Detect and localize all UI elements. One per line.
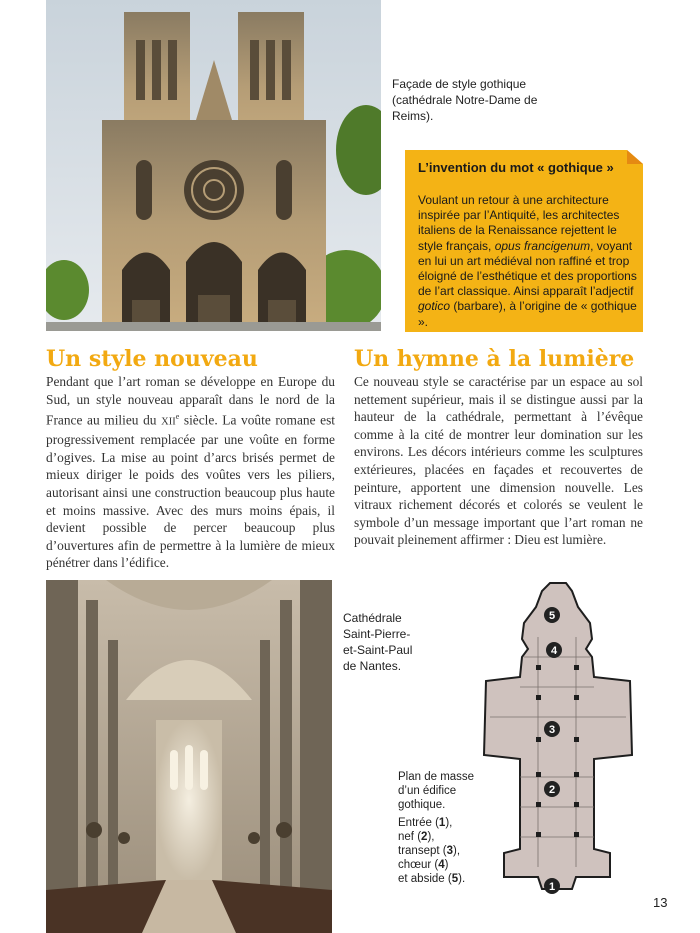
svg-text:5: 5 (548, 610, 556, 622)
invention-box-title: L’invention du mot « gothique » (418, 160, 614, 175)
plan-legend (398, 816, 488, 886)
plan-marker-5 (544, 607, 560, 623)
nantes-caption: Cathédrale Saint-Pierre-et-Saint-Paul de Nantes. (343, 611, 413, 673)
legend-item-choeur: chœur (4) (398, 859, 449, 871)
legend-item-nef: nef (2), (398, 831, 435, 843)
nantes-interior-photo (46, 580, 332, 933)
reims-facade-photo (46, 0, 381, 331)
heading-hymne-lumiere: Un hymne à la lumière (354, 346, 635, 372)
page-number: 13 (653, 895, 668, 910)
gothic-floor-plan (480, 577, 635, 900)
plan-marker-1 (544, 878, 560, 894)
style-nouveau-text: Pendant que l’art roman se développe en Europe du Sud, un style nouveau apparaît dans le nord de la France au milieu du XIIe siècle. La voûte romane est progressivement remplacée par une voûte en forme d’ogives. La mise au point d’arcs brisés permet de mieux diriger le poids des voûtes vers les piliers, autorisant ainsi une construction beaucoup plus haute et moins massive. Avec des murs moins épais, il devient possible de percer beaucoup plus d’ouvertures afin de permettre à la lumière de mieux pénétrer dans l’édifice. (46, 374, 336, 571)
legend-item-transept: transept (3), (398, 845, 461, 857)
plan-marker-3 (544, 721, 560, 737)
svg-text:4: 4 (550, 645, 558, 657)
svg-text:1: 1 (548, 881, 556, 893)
heading-style-nouveau: Un style nouveau (46, 346, 258, 372)
plan-marker-4 (546, 642, 562, 658)
svg-text:3: 3 (548, 724, 556, 736)
plan-marker-2 (544, 781, 560, 797)
reims-caption: Façade de style gothique (cathédrale Notre-Dame de Reims). (392, 77, 538, 123)
hymne-lumiere-text: Ce nouveau style se caractérise par un espace au sol nettement supérieur, mais il se distingue aussi par la hauteur de la cathédrale, permettant à l’évêque comme à la cité de montrer leur domination sur les environs. Les décors intérieurs comme les sculptures extérieures, placées en façades et recouvertes de peinture, apportent une dimension nouvelle. Les vitraux richement décorés et colorés se veulent le symbole d’un message important que l’art roman ne pouvait pleinement affirmer : Dieu est lumière. (354, 374, 643, 548)
legend-item-entree: Entrée (1), (398, 817, 453, 829)
legend-item-abside: et abside (5). (398, 873, 466, 885)
svg-text:2: 2 (548, 784, 556, 796)
plan-caption: Plan de masse d’un édifice gothique. (398, 771, 475, 811)
invention-box-text: Voulant un retour à une architecture inspirée par l’Antiquité, les architectes italiens de la Renaissance rejettent le style français, opus francigenum, voyant en lui un art médiéval non raffiné et trop éloigné de l’esthétique et des proportions de l’art classique. Ainsi apparaît l’adjectif gotico (barbare), à l’origine de « gothique ». (418, 193, 637, 329)
